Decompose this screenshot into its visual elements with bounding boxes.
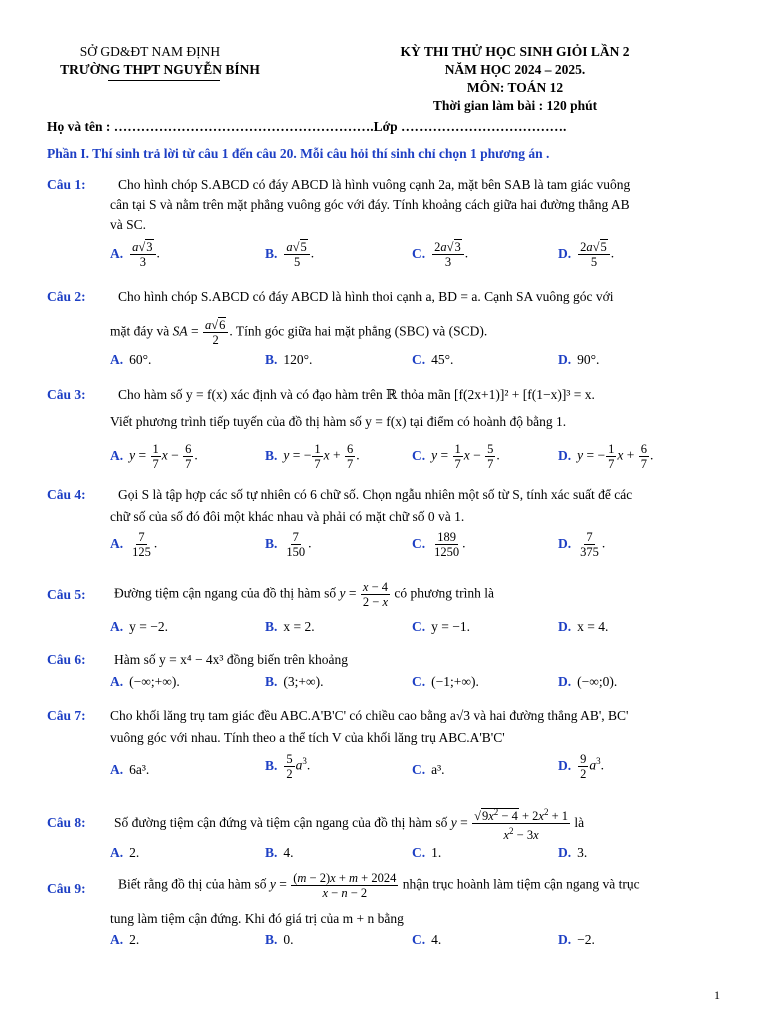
option-letter: A. — [110, 245, 124, 261]
option-a[interactable] — [110, 845, 139, 861]
question-text: Cho hình chóp S.ABCD có đáy ABCD là hình thoi cạnh a, BD = a. Cạnh SA vuông góc với — [118, 289, 614, 304]
question-text: vuông góc với nhau. Tính theo a thể tích V của khối lăng trụ ABC.A'B'C' — [110, 730, 505, 745]
question-label: Câu 4: — [47, 487, 86, 502]
option-b[interactable] — [265, 932, 294, 948]
option-d[interactable]: D. $\frac{9}{2}$ $a^3$. — [558, 752, 604, 781]
option-c[interactable]: C. y = $\frac{1}{7}$ x − $\frac{5}{7}$ . — [412, 442, 500, 471]
option-c[interactable]: C. $\frac{189}{1250}$ . — [412, 530, 466, 559]
option-text: (−1;+∞). — [431, 674, 479, 689]
option-text: y = −2. — [129, 619, 168, 634]
question-text: Cho khối lăng trụ tam giác đều ABC.A'B'C' có chiều cao bằng a√3 và hai đường thẳng AB', BC' — [110, 708, 629, 723]
option-c[interactable]: C. $\frac{2a√3}{3}$ . — [412, 240, 469, 269]
option-letter: A. — [110, 762, 124, 777]
option-text: 2. — [129, 845, 140, 860]
option-c[interactable] — [412, 619, 470, 635]
option-a[interactable] — [110, 619, 168, 635]
option-letter: C. — [412, 674, 426, 689]
option-letter: D. — [558, 674, 572, 689]
option-letter: B. — [265, 674, 278, 689]
option-letter: B. — [265, 619, 278, 634]
option-d[interactable] — [558, 674, 617, 690]
option-text: x = 2. — [283, 619, 315, 634]
option-letter: D. — [558, 447, 572, 463]
option-text: −2. — [577, 932, 595, 947]
option-b[interactable]: B. y = − $\frac{1}{7}$ x + $\frac{6}{7}$ . — [265, 442, 360, 471]
option-c[interactable] — [412, 762, 445, 778]
subject: MÔN: TOÁN 12 — [466, 80, 564, 95]
question-label: Câu 3: — [47, 387, 86, 402]
exam-duration: Thời gian làm bài : 120 phút — [432, 98, 598, 113]
option-letter: D. — [558, 845, 572, 860]
option-text: 6a³. — [129, 762, 150, 777]
question-text-part: Số đường tiệm cận đứng và tiệm cận ngang của đồ thị hàm số — [114, 814, 448, 830]
option-text: 4. — [431, 932, 442, 947]
question-label: Câu 7: — [47, 708, 86, 723]
question-text: chữ số của số đó đôi một khác nhau và phải có mặt chữ số 0 và 1. — [110, 509, 465, 524]
option-d[interactable]: D. y = − $\frac{1}{7}$ x + $\frac{6}{7}$ . — [558, 442, 654, 471]
option-text: 3. — [577, 845, 588, 860]
question-text: Đường tiệm cận ngang của đồ thị hàm số y = $\frac{x - 4}{2 - x}$ có phương trình là — [114, 580, 494, 609]
header-rule — [108, 80, 220, 81]
option-b[interactable] — [265, 352, 312, 368]
option-letter: D. — [558, 352, 572, 367]
option-text: y = −1. — [431, 619, 470, 634]
exam-title: KỲ THI THỬ HỌC SINH GIỎI LẦN 2 — [400, 44, 630, 59]
option-d[interactable]: D. $\frac{2a√5}{5}$ . — [558, 240, 615, 269]
option-text: 45°. — [431, 352, 454, 367]
question-text-part: . Tính góc giữa hai mặt phẳng (SBC) và (SCD). — [229, 323, 488, 339]
option-letter: B. — [265, 845, 278, 860]
question-text: Viết phương trình tiếp tuyến của đồ thị hàm số y = f(x) tại điểm có hoành độ bằng 1. — [110, 414, 567, 429]
option-c[interactable] — [412, 352, 453, 368]
option-letter: C. — [412, 845, 426, 860]
school-name: TRƯỜNG THPT NGUYỄN BÍNH — [60, 62, 260, 77]
option-letter: D. — [558, 932, 572, 947]
option-text: 120°. — [283, 352, 313, 367]
section-heading: Phần I. Thí sinh trả lời từ câu 1 đến câu 20. Mỗi câu hỏi thí sinh chỉ chọn 1 phương án . — [47, 146, 550, 161]
question-label: Câu 2: — [47, 289, 86, 304]
option-c[interactable] — [412, 674, 479, 690]
option-letter: A. — [110, 674, 124, 689]
option-text: 1. — [431, 845, 442, 860]
option-text: 2. — [129, 932, 140, 947]
option-a[interactable] — [110, 932, 139, 948]
question-text: Cho hàm số y = f(x) xác định và có đạo hàm trên ℝ thỏa mãn [f(2x+1)]² + [f(1−x)]³ = x. — [118, 387, 595, 402]
option-text: x = 4. — [577, 619, 609, 634]
question-text: tung làm tiệm cận đứng. Khi đó giá trị của m + n bằng — [110, 911, 404, 926]
option-c[interactable] — [412, 932, 441, 948]
question-label: Câu 6: — [47, 652, 86, 667]
question-text-part: Đường tiệm cận ngang của đồ thị hàm số — [114, 585, 337, 601]
question-text: cân tại S và nằm trên mặt phẳng vuông góc với đáy. Tính khoảng cách giữa hai đường thẳng AB — [110, 197, 630, 212]
option-text: 60°. — [129, 352, 152, 367]
question-text: Gọi S là tập hợp các số tự nhiên có 6 chữ số. Chọn ngẫu nhiên một số từ S, tính xác suất để các — [118, 487, 633, 502]
option-b[interactable] — [265, 845, 294, 861]
option-letter: C. — [412, 762, 426, 777]
option-b[interactable]: B. $\frac{5}{2}$ $a^3$. — [265, 752, 311, 781]
option-d[interactable] — [558, 619, 608, 635]
option-text: (−∞;0). — [577, 674, 618, 689]
option-letter: D. — [558, 619, 572, 634]
option-letter: B. — [265, 535, 278, 551]
option-letter: A. — [110, 447, 124, 463]
option-b[interactable]: B. $\frac{a√5}{5}$ . — [265, 240, 315, 269]
option-letter: C. — [412, 619, 426, 634]
question-label: Câu 5: — [47, 587, 86, 602]
option-d[interactable] — [558, 932, 595, 948]
option-letter: D. — [558, 535, 572, 551]
option-text: a³. — [431, 762, 445, 777]
option-letter: B. — [265, 352, 278, 367]
option-letter: B. — [265, 932, 278, 947]
option-letter: A. — [110, 619, 124, 634]
option-letter: B. — [265, 757, 278, 773]
option-text: 4. — [283, 845, 294, 860]
option-text: (3;+∞). — [283, 674, 324, 689]
page-number: 1 — [714, 988, 720, 1002]
option-a[interactable]: A. y = $\frac{1}{7}$ x − $\frac{6}{7}$ . — [110, 442, 198, 471]
option-letter: D. — [558, 245, 572, 261]
question-text-part: mặt đáy và — [110, 323, 170, 339]
option-letter: A. — [110, 845, 124, 860]
option-b[interactable] — [265, 619, 315, 635]
option-a[interactable] — [110, 762, 149, 778]
question-label: Câu 1: — [47, 177, 86, 192]
option-letter: A. — [110, 932, 124, 947]
option-a[interactable] — [110, 352, 151, 368]
option-d[interactable]: D. $\frac{7}{375}$ . — [558, 530, 606, 559]
question-text-part: Biết rằng đồ thị của hàm số — [118, 876, 267, 892]
school-year: NĂM HỌC 2024 – 2025. — [444, 62, 586, 77]
option-a[interactable]: A. $\frac{7}{125}$ . — [110, 530, 158, 559]
option-letter: B. — [265, 245, 278, 261]
question-text-part: nhận trục hoành làm tiệm cận ngang và trục — [402, 876, 640, 892]
option-text: (−∞;+∞). — [129, 674, 180, 689]
question-text: và SC. — [110, 217, 147, 232]
option-letter: A. — [110, 535, 124, 551]
option-text: 90°. — [577, 352, 600, 367]
question-text: Số đường tiệm cận đứng và tiệm cận ngang của đồ thị hàm số y = $\frac{√9x^2 - 4 + 2x^2 + 1}{x^2 - 3x}$ là — [114, 807, 585, 843]
option-d[interactable] — [558, 352, 599, 368]
option-c[interactable] — [412, 845, 441, 861]
option-letter: C. — [412, 447, 426, 463]
question-label: Câu 8: — [47, 815, 86, 830]
question-text-part: có phương trình là — [394, 585, 494, 601]
option-letter: C. — [412, 352, 426, 367]
option-letter: B. — [265, 447, 278, 463]
question-text: Cho hình chóp S.ABCD có đáy ABCD là hình vuông cạnh 2a, mặt bên SAB là tam giác vuông — [118, 177, 631, 192]
question-text: Hàm số y = x⁴ − 4x³ đồng biến trên khoảng — [114, 652, 348, 667]
option-letter: D. — [558, 757, 572, 773]
question-label: Câu 9: — [47, 881, 86, 896]
option-letter: A. — [110, 352, 124, 367]
option-d[interactable] — [558, 845, 587, 861]
school-department: SỞ GD&ĐT NAM ĐỊNH — [79, 44, 221, 59]
option-a[interactable]: A. $\frac{a√3}{3}$ . — [110, 240, 160, 269]
question-text: Biết rằng đồ thị của hàm số y = $\frac{(m - 2)x + m + 2024}{x - n - 2}$ nhận trục hoành làm tiệm cận ngang và trục — [118, 871, 640, 900]
student-info-line: Họ và tên : ………………………………………………….Lớp ………………………………. — [47, 119, 567, 134]
option-text: 0. — [283, 932, 294, 947]
option-b[interactable] — [265, 674, 324, 690]
option-letter: C. — [412, 245, 426, 261]
option-b[interactable]: B. $\frac{7}{150}$ . — [265, 530, 312, 559]
question-text-part: là — [574, 814, 585, 830]
question-text: mặt đáy và SA = $\frac{a√6}{2}$ . Tính góc giữa hai mặt phẳng (SBC) và (SCD). — [110, 318, 488, 347]
option-a[interactable] — [110, 674, 180, 690]
option-letter: C. — [412, 535, 426, 551]
option-letter: C. — [412, 932, 426, 947]
